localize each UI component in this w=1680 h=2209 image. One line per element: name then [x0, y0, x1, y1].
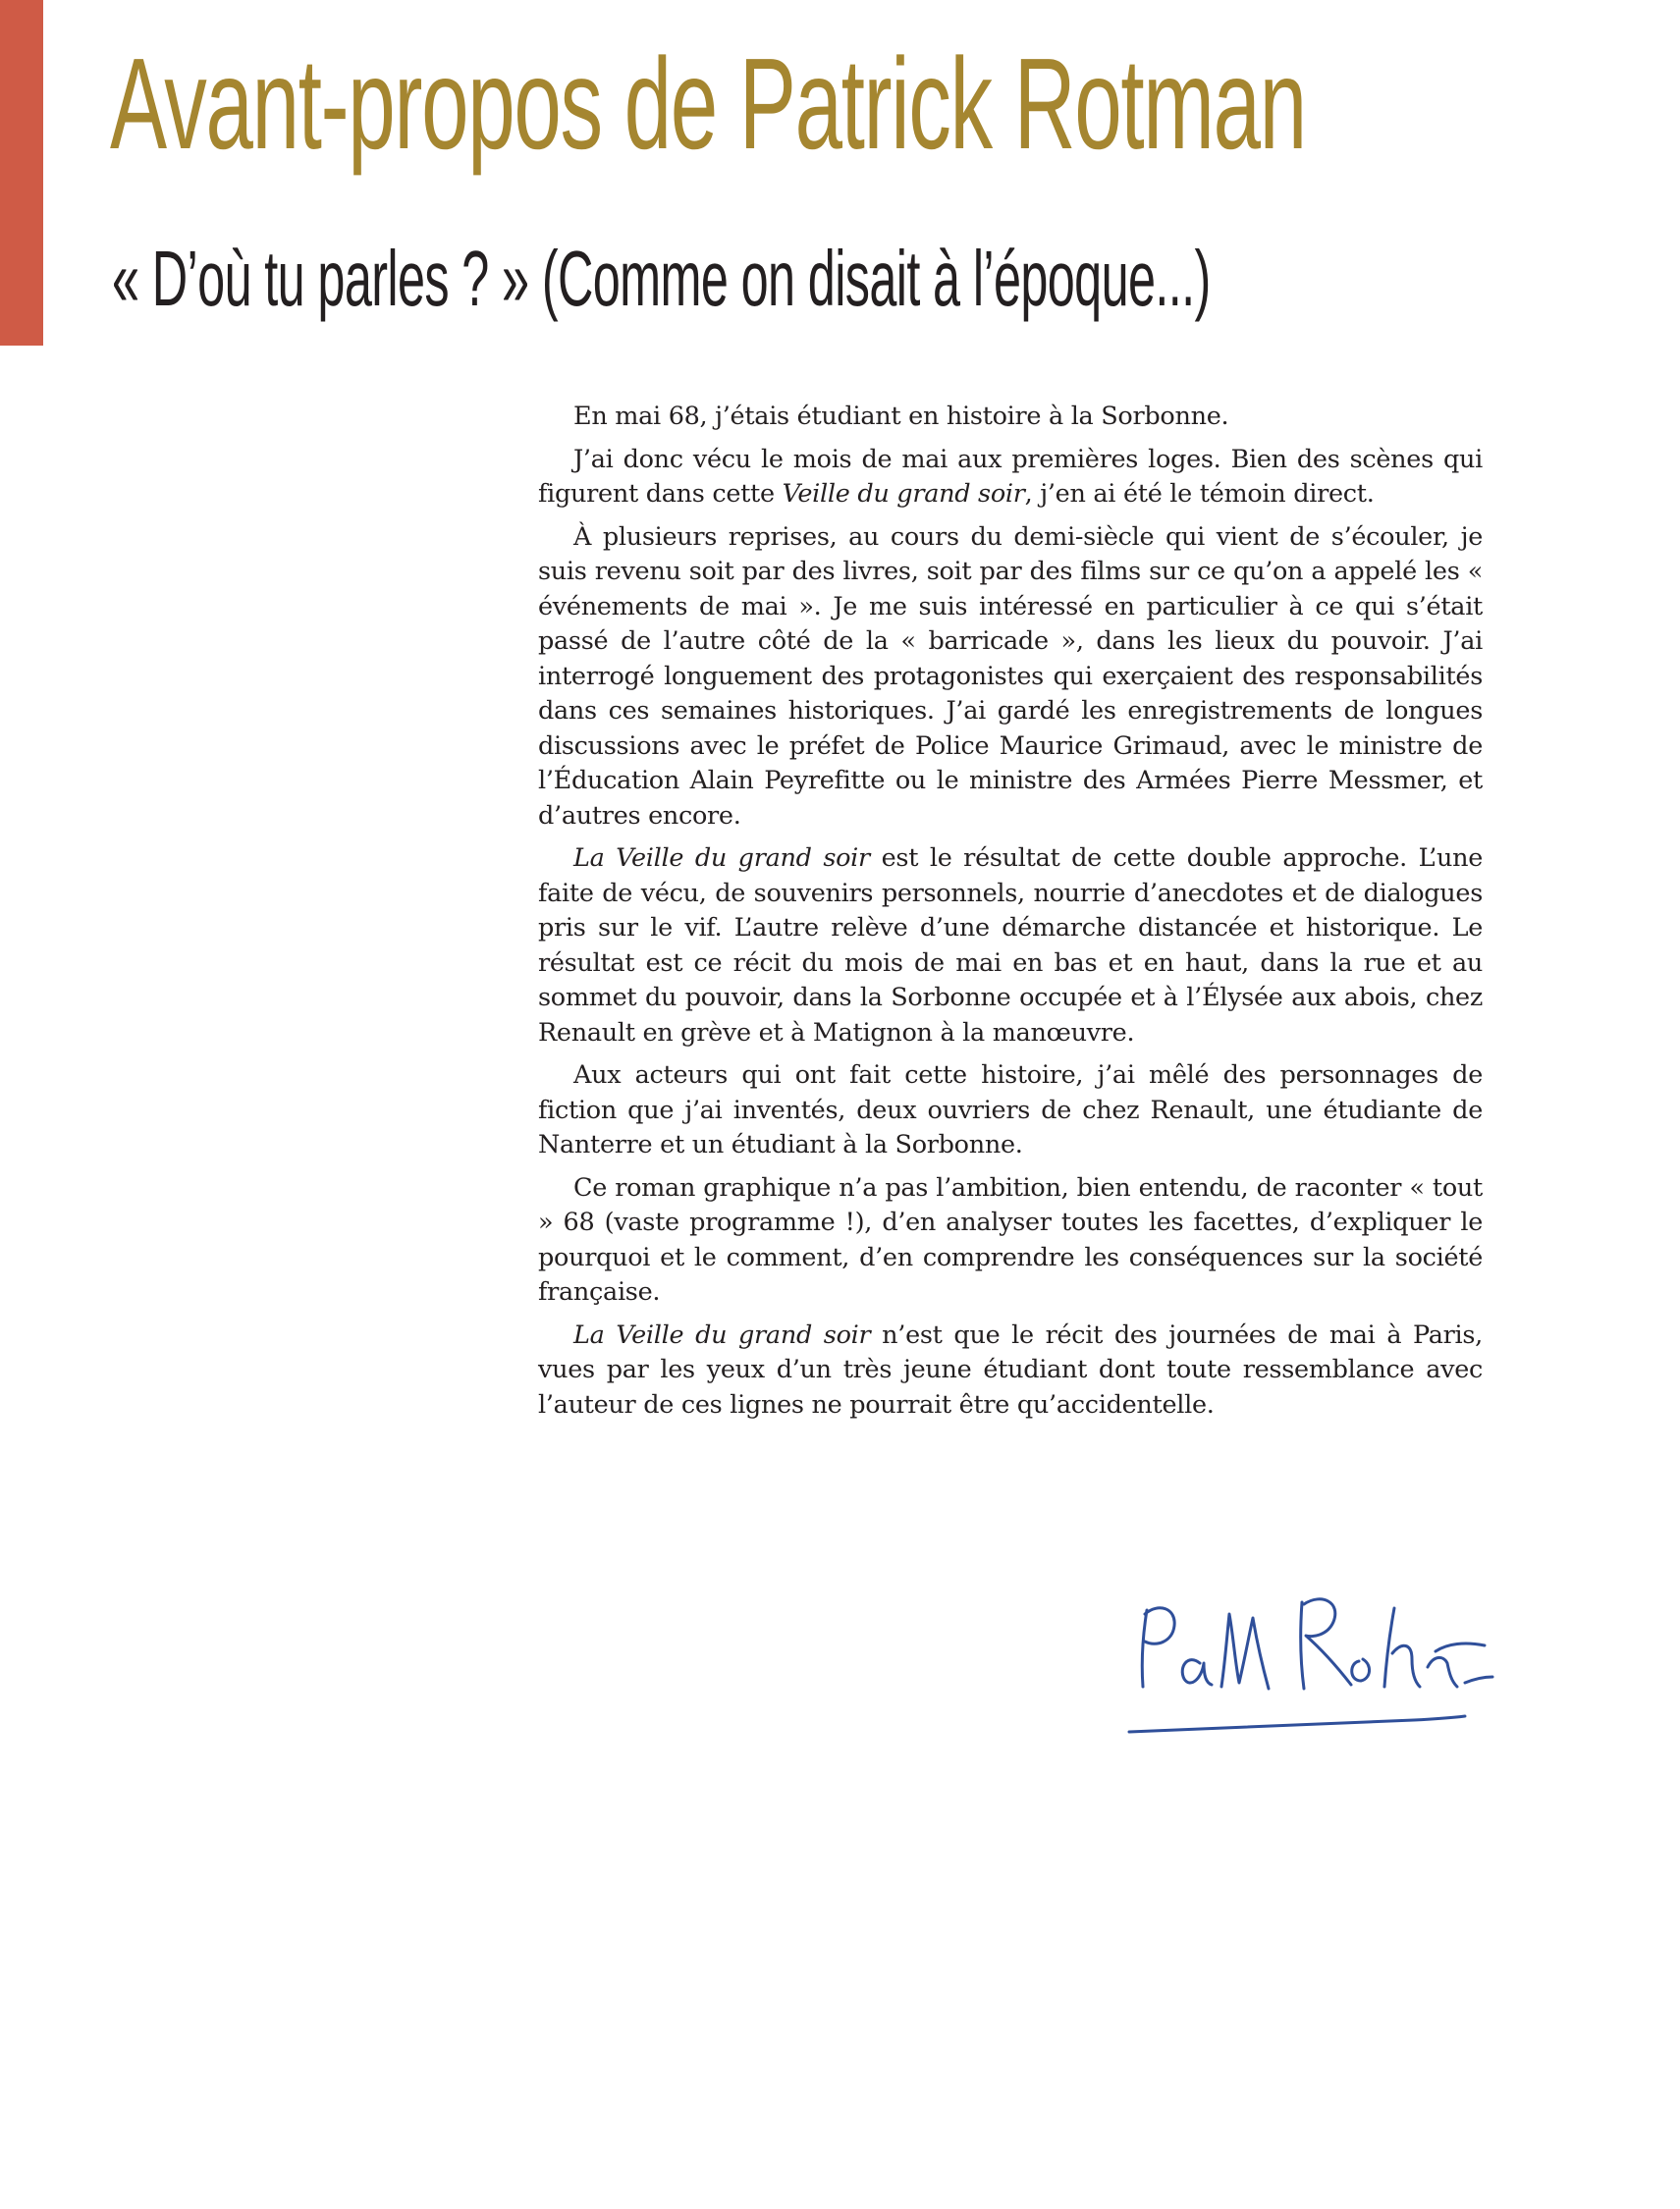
paragraph-2 — [538, 443, 1483, 512]
paragraph-7 — [538, 1319, 1483, 1424]
paragraph-1-text: En mai 68, j’étais étudiant en histoire à la Sorbonne. — [573, 402, 1229, 431]
paragraph-2-text-b: , j’en ai été le témoin direct. — [1024, 479, 1375, 509]
paragraph-4 — [538, 841, 1483, 1051]
paragraph-6-text: Ce roman graphique n’a pas l’ambition, bien entendu, de raconter « tout » 68 (vaste programme !), d’en analyser toutes les facettes, d’expliquer le pourquoi et le comment, d’en comprendre les conséquences sur la société française. — [538, 1172, 1483, 1307]
paragraph-3 — [538, 520, 1483, 835]
paragraph-3-text: À plusieurs reprises, au cours du demi-siècle qui vient de s’écouler, je suis revenu soit par des livres, soit par des films sur ce qu’on a appelé les « événements de mai ». Je me suis intéressé en particulier à ce qui s’était passé de l’autre côté de la « barricade », dans les lieux du pouvoir. J’ai interrogé longuement des protagonistes qui exerçaient des responsabilités dans ces semaines historiques. J’ai gardé les enregistrements de longues discussions avec le préfet de Police Maurice Grimaud, avec le ministre de l’Éducation Alain Peyrefitte ou le ministre des Armées Pierre Messmer, et d’autres encore. — [538, 521, 1483, 831]
handwritten-signature — [1119, 1581, 1512, 1757]
paragraph-5 — [538, 1058, 1483, 1163]
paragraph-7-text: n’est que le récit des journées de mai à Paris, vues par les yeux d’un très jeune étudiant dont toute ressemblance avec l’auteur de ces lignes ne pourrait être qu’accidentelle. — [538, 1320, 1483, 1420]
page-title: Avant-propos de Patrick Rotman — [110, 31, 1306, 176]
paragraph-4-text: est le résultat de cette double approche. L’une faite de vécu, de souvenirs personnels, nourrie d’anecdotes et de dialogues pris sur le vif. L’autre relève d’une démarche distancée et historique. Le résultat est ce récit du mois de mai en bas et en haut, dans la rue et au sommet du pouvoir, dans la Sorbonne occupée et à l’Élysée aux abois, chez Renault en grève et à Matignon à la manœuvre. — [538, 843, 1483, 1048]
book-title-italic: La Veille du grand soir — [573, 1320, 871, 1350]
accent-bar — [0, 0, 43, 346]
paragraph-1 — [538, 400, 1483, 435]
paragraph-6 — [538, 1171, 1483, 1311]
paragraph-2-text-a: J’ai donc vécu le mois de mai aux premières loges. Bien des scènes qui figurent dans cette — [538, 444, 1483, 509]
book-title-italic: La Veille du grand soir — [573, 843, 870, 873]
book-title-italic: Veille du grand soir — [782, 479, 1025, 509]
page-subtitle: « D’où tu parles ? » (Comme on disait à l’époque...) — [112, 235, 1211, 322]
body-text — [538, 400, 1483, 1430]
paragraph-5-text: Aux acteurs qui ont fait cette histoire, j’ai mêlé des personnages de fiction que j’ai inventés, deux ouvriers de chez Renault, une étudiante de Nanterre et un étudiant à la Sorbonne. — [538, 1060, 1483, 1159]
